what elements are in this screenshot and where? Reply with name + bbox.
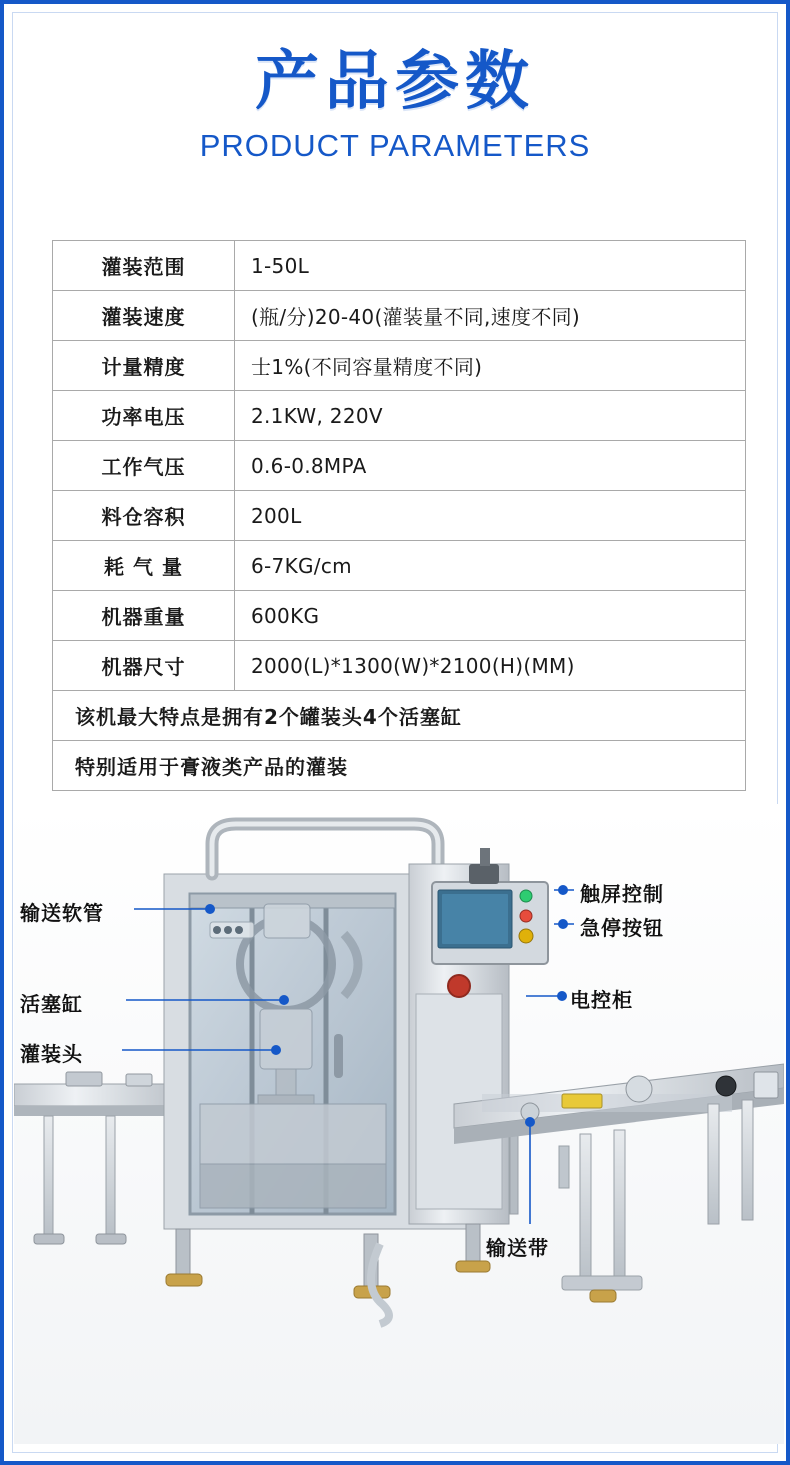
callout-label-control-cabinet: 电控柜 [570, 988, 633, 1012]
spec-label: 计量精度 [53, 341, 235, 391]
spec-label: 料仓容积 [53, 491, 235, 541]
table-row [53, 541, 746, 591]
spec-value: 6-7KG/cm [235, 541, 746, 591]
spec-value: 1-50L [235, 241, 746, 291]
spec-label: 功率电压 [53, 391, 235, 441]
table-row [53, 491, 746, 541]
spec-note: 特别适用于膏液类产品的灌装 [53, 741, 746, 791]
spec-value: (瓶/分)20-40(灌装量不同,速度不同) [235, 291, 746, 341]
table-row [53, 391, 746, 441]
page-title: 产品参数 [255, 45, 535, 119]
spec-label: 耗 气 量 [53, 541, 235, 591]
callout-label-filling-head: 灌装头 [20, 1042, 83, 1066]
spec-label: 灌装范围 [53, 241, 235, 291]
table-row [53, 291, 746, 341]
spec-value: 200L [235, 491, 746, 541]
spec-value: 600KG [235, 591, 746, 641]
spec-value: 0.6-0.8MPA [235, 441, 746, 491]
spec-value: 2000(L)*1300(W)*2100(H)(MM) [235, 641, 746, 691]
machine-photo [14, 804, 784, 1444]
callout-label-conveyor: 输送带 [486, 1236, 549, 1260]
callout-label-piston-cylinder: 活塞缸 [20, 992, 83, 1016]
spec-note: 该机最大特点是拥有2个罐装头4个活塞缸 [53, 691, 746, 741]
spec-value: 士1%(不同容量精度不同) [235, 341, 746, 391]
table-row [53, 241, 746, 291]
callout-label-emergency-stop: 急停按钮 [580, 916, 664, 940]
table-row [53, 441, 746, 491]
table-row-note [53, 691, 746, 741]
spec-value: 2.1KW, 220V [235, 391, 746, 441]
callout-label-hose: 输送软管 [20, 901, 104, 925]
specification-table [52, 240, 746, 791]
page-title-block [4, 45, 786, 164]
spec-label: 机器重量 [53, 591, 235, 641]
spec-label: 工作气压 [53, 441, 235, 491]
callout-label-touch-screen: 触屏控制 [580, 882, 664, 906]
table-row [53, 341, 746, 391]
table-row [53, 641, 746, 691]
page-subtitle: PRODUCT PARAMETERS [199, 128, 591, 164]
table-row-note [53, 741, 746, 791]
spec-label: 灌装速度 [53, 291, 235, 341]
machine-illustration [14, 804, 784, 1444]
table-row [53, 591, 746, 641]
spec-label: 机器尺寸 [53, 641, 235, 691]
